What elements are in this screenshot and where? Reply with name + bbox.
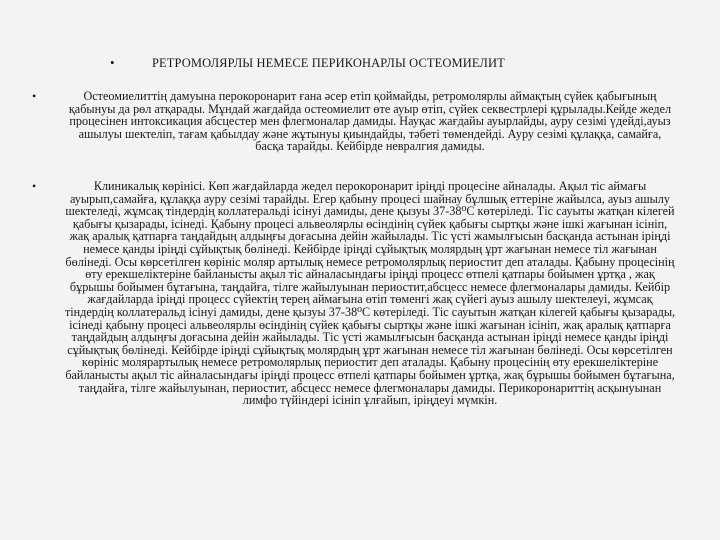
paragraph-text: Клиникалық көрінісі. Көп жағдайларда жедел перокоронарит іріңді процесіне айналады. Ақыл тіс аймағы ауырып,самайға, құлаққа ауру сезімі тарайды. Егер қабыну процесі шайнау бұлшық еттеріне жайылса, ауыз ашылу шектеледі, жұмсақ тіндердің коллатеральді ісінуі дамиды, дене қызуы 37-38⁰С көтеріледі. Тіс сауыты жатқан кілегей қабығы қызарады, ісінеді. Қабыну процесі альвеолярлы өсіндінің сүйек қабығы сыртқы және ішкі жағынан ісініп, жақ аралық қатпарға таңдайдың алдыңғы доғасына дейін жайылады. Тіс үсті жамылғысын басқанда астынан іріңді немесе қанды іріңді сұйықтық бөлінеді. Кейбірде іріңді сұйықтық молярдың ұрт жағынан немесе тіл жағынан бөлінеді. Осы көрсетілген көрініс моляр артылық немесе ретромолярлық периостит деп аталады. Қабыну процесінің өту ерекшеліктеріне байланысты ақыл тіс айналасындағы іріңді процесс өтпелі қатпары бойымен ұртқа , жақ бұрышы бойымен бұтағына, таңдайға, тілге жайылуынан периостит,абсцесс немесе флегмоналары дамиды. Кейбір жағдайларда іріңді процесс сүйектің терең аймағына өтіп төменгі жақ сүйегі ауыз ашылу шектелеуі, жұмсақ тіндердің коллатеральд ісінуі дамиды, дене қызуы 37-38⁰С көтеріледі. Тіс сауытын жатқан кілегей қабығы қызарады, ісінеді қабыну процесі альвеолярлы өсіндінің сүйек қабығы сыртқы және ішкі жағынан ісініп, жақ аралық қатпарға таңдайдың алдыңғы доғасына дейін жайылады. Тіс үсті жамылғысын басқанда астынан іріңді немесе қанды іріңді сұйықтық бөлінеді. Кейбірде іріңді сұйықтық молярдың ұрт жағынан немесе тіл жағынан бөлінеді. Осы көрсетілген көрініс молярартылық немесе ретромолярлық периостит деп аталады. Қабыну процесінің өту ерекшеліктеріне байланысты ақыл тіс айналасындағы іріңді процесс өтпелі қатпары бойымен ұртқа, жақ бұрышы бойымен бұтағына, таңдайға, тілге жайылуынан, периостит, абсцесс немесе флегмоналары дамиды. Перикоронариттің асқынуынан лимфо түйіндері ісініп ұлғайып, іріңдеуі мүмкін. <box>64 179 676 408</box>
paragraph-text: Остеомиелиттің дамуына перокоронарит ғана әсер етіп қоймайды, ретромолярлы аймақтың сүйек қабығының қабынуы да рөл атқарады. Мұндай жағдайда остеомиелит өте ауыр өтіп, сүйек секвестрлері құрылады.Кейде жедел процесінен интоксикация абсцестер мен флегмоналар дамиды. Науқас жағдайы ауырлайды, ауру сезімі үдейді,ауыз ашылуы шектеліп, тағам қабылдау және жұтынуы қиындайды, тәбеті төмендейді. Ауру сезімі құлаққа, самайға, басқа тарайды. Кейбірде невралгия дамиды. <box>68 89 672 154</box>
bullet-icon: • <box>32 179 37 193</box>
paragraph <box>32 89 680 154</box>
paragraph <box>32 179 680 408</box>
bullet-icon: • <box>110 55 115 70</box>
bullet-icon: • <box>32 89 37 103</box>
slide-title: РЕТРОМОЛЯРЛЫ НЕМЕСЕ ПЕРИКОНАРЛЫ ОСТЕОМИЕЛИТ <box>152 56 505 70</box>
